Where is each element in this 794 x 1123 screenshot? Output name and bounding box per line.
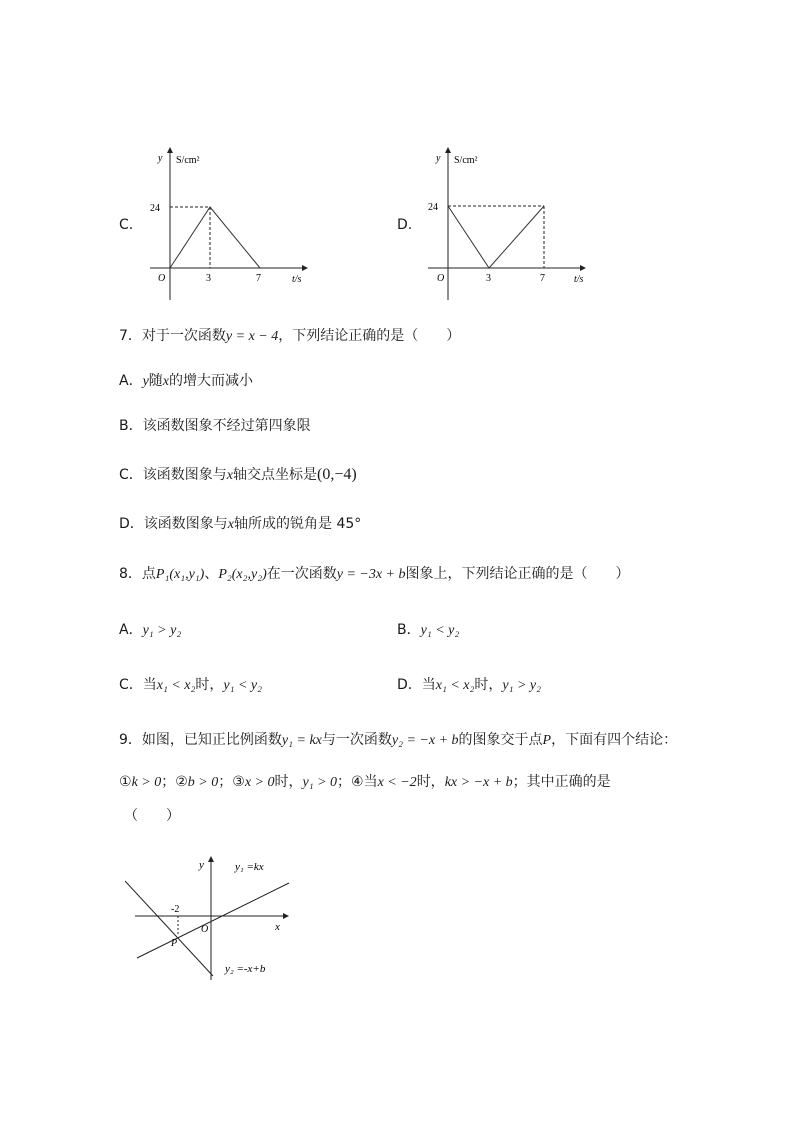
graph-d-x-tick-3: 3 <box>486 273 491 284</box>
graph-d-y-tick: 24 <box>428 202 438 213</box>
graph-d-plot-line <box>448 206 544 268</box>
graph-d-x-unit: t/s <box>574 274 584 285</box>
fig9-x-label: x <box>275 921 280 933</box>
fig9-label-y1: y₁ =kx <box>235 861 264 873</box>
fig9-line-y1 <box>137 883 289 958</box>
q8-option-a[interactable]: A．y₁ > y₂ <box>119 622 182 638</box>
q7-stem: 7．对于一次函数y = x − 4，下列结论正确的是（ ） <box>119 328 461 344</box>
q7-option-a[interactable]: A．y随x的增大而减小 <box>119 373 254 389</box>
fig9-point-p: P <box>171 938 178 949</box>
fig9-tick-minus2: -2 <box>171 904 180 915</box>
graph-c <box>140 145 310 305</box>
graph-d-x-tick-7: 7 <box>540 273 545 284</box>
graph-c-y-tick: 24 <box>150 203 160 214</box>
q8-option-c[interactable]: C．当x₁ < x₂时，y₁ < y₂ <box>119 677 262 693</box>
graph-d <box>420 145 590 305</box>
q8-option-b[interactable]: B．y₁ < y₂ <box>397 622 460 638</box>
option-c-label: C. <box>119 217 134 233</box>
graph-c-x-unit: t/s <box>292 274 302 285</box>
graph-c-unit: S/cm² <box>176 155 200 166</box>
q7-option-c[interactable]: C．该函数图象与x轴交点坐标是(0,−4) <box>119 466 357 483</box>
q7-option-d[interactable]: D．该函数图象与x轴所成的锐角是 45° <box>119 516 362 532</box>
q9-stem: 9．如图，已知正比例函数y₁ = kx与一次函数y₂ = −x + b的图象交于点P，下面有四个结论： <box>119 732 678 748</box>
graph-d-unit: S/cm² <box>454 155 478 166</box>
graph-c-origin: O <box>158 273 166 284</box>
graph-c-y-label: y <box>158 153 163 164</box>
graph-c-x-tick-3: 3 <box>206 273 211 284</box>
fig9-line-y2 <box>125 881 213 976</box>
fig9-label-y2: y₂ =-x+b <box>225 963 266 975</box>
option-d-label: D. <box>397 217 413 233</box>
graph-c-x-tick-7: 7 <box>256 273 261 284</box>
q8-stem: 8．点P₁(x₁,y₁)、P₂(x₂,y₂)在一次函数y = −3x + b图象上，下列结论正确的是（ ） <box>119 566 630 582</box>
q7-option-b[interactable]: B．该函数图象不经过第四象限 <box>119 418 311 434</box>
q9-figure <box>115 848 305 988</box>
fig9-origin: O <box>201 924 209 935</box>
q9-answer-paren[interactable]: （ ） <box>124 808 180 824</box>
graph-d-y-label: y <box>436 153 441 164</box>
graph-d-origin: O <box>437 273 445 284</box>
fig9-y-label: y <box>199 859 204 871</box>
q9-conclusions: ①k > 0；②b > 0；③x > 0时，y₁ > 0；④当x < −2时，kx > −x + b；其中正确的是 <box>119 774 611 790</box>
graph-c-plot-line <box>170 207 260 268</box>
q8-option-d[interactable]: D．当x₁ < x₂时，y₁ > y₂ <box>397 677 541 693</box>
